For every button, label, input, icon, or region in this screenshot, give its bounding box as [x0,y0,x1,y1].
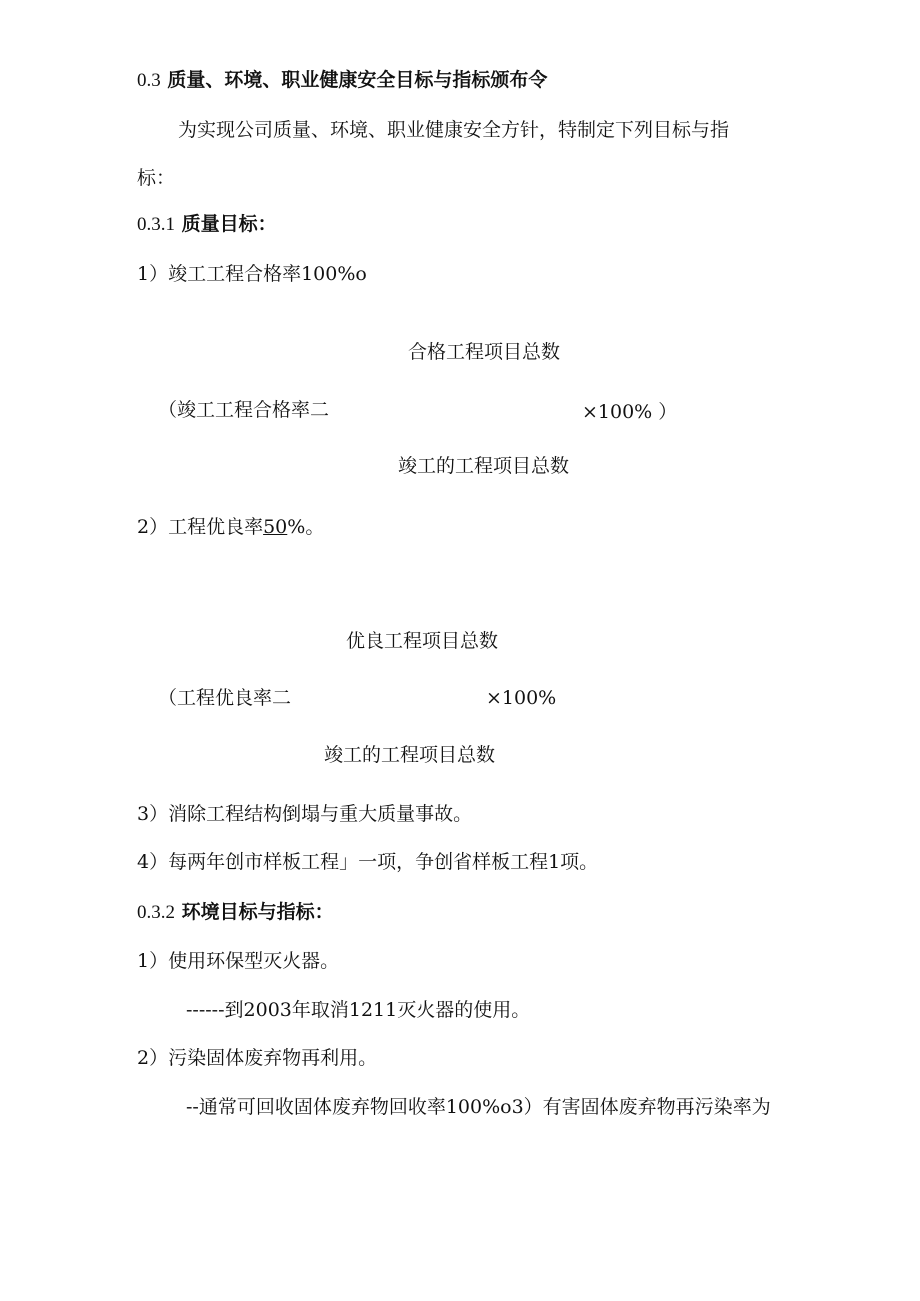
quality-title: 质量目标： [181,213,277,235]
environment-number: 0.3.2 [137,902,175,923]
environment-item-2: 2）污染固体废弃物再利用。 [137,1047,378,1069]
environment-heading [137,900,334,925]
formula2-denominator: 竣工的工程项目总数 [324,744,496,766]
intro-line-2: 标： [137,167,176,189]
environment-item-2-detail: --通常可回收固体废弃物回收率100%o3）有害固体废弃物再污染率为 [186,1096,771,1118]
formula1-right: ×100% ） [582,401,678,423]
formula1-left: （竣工工程合格率二 [158,399,330,421]
environment-item-1-detail: ------到2003年取消1211灭火器的使用。 [186,999,531,1021]
intro-line-1: 为实现公司质量、环境、职业健康安全方针，特制定下列目标与指 [178,119,730,141]
formula1-numerator: 合格工程项目总数 [408,341,561,363]
section-title: 质量、环境、职业健康安全目标与指标颁布令 [167,69,548,91]
quality-item-3: 3）消除工程结构倒塌与重大质量事故。 [137,803,473,825]
quality-item-2-prefix: 2）工程优良率 [137,516,264,538]
formula2-numerator: 优良工程项目总数 [346,630,499,652]
quality-item-2-suffix: %。 [287,516,325,538]
formula2-left: （工程优良率二 [158,687,292,709]
formula1-denominator: 竣工的工程项目总数 [398,455,570,477]
environment-item-1: 1）使用环保型灭火器。 [137,950,340,972]
quality-item-4: 4）每两年创市样板工程」一项，争创省样板工程1项。 [137,851,599,873]
quality-heading [137,212,277,237]
section-number: 0.3 [137,70,161,91]
quality-item-2-value: 50 [263,516,288,538]
quality-number: 0.3.1 [137,214,175,235]
formula2-right: ×100% [486,687,557,709]
environment-title: 环境目标与指标： [181,901,334,923]
section-heading [137,68,547,93]
quality-item-2 [137,515,324,539]
quality-item-1: 1）竣工工程合格率100%o [137,263,367,285]
